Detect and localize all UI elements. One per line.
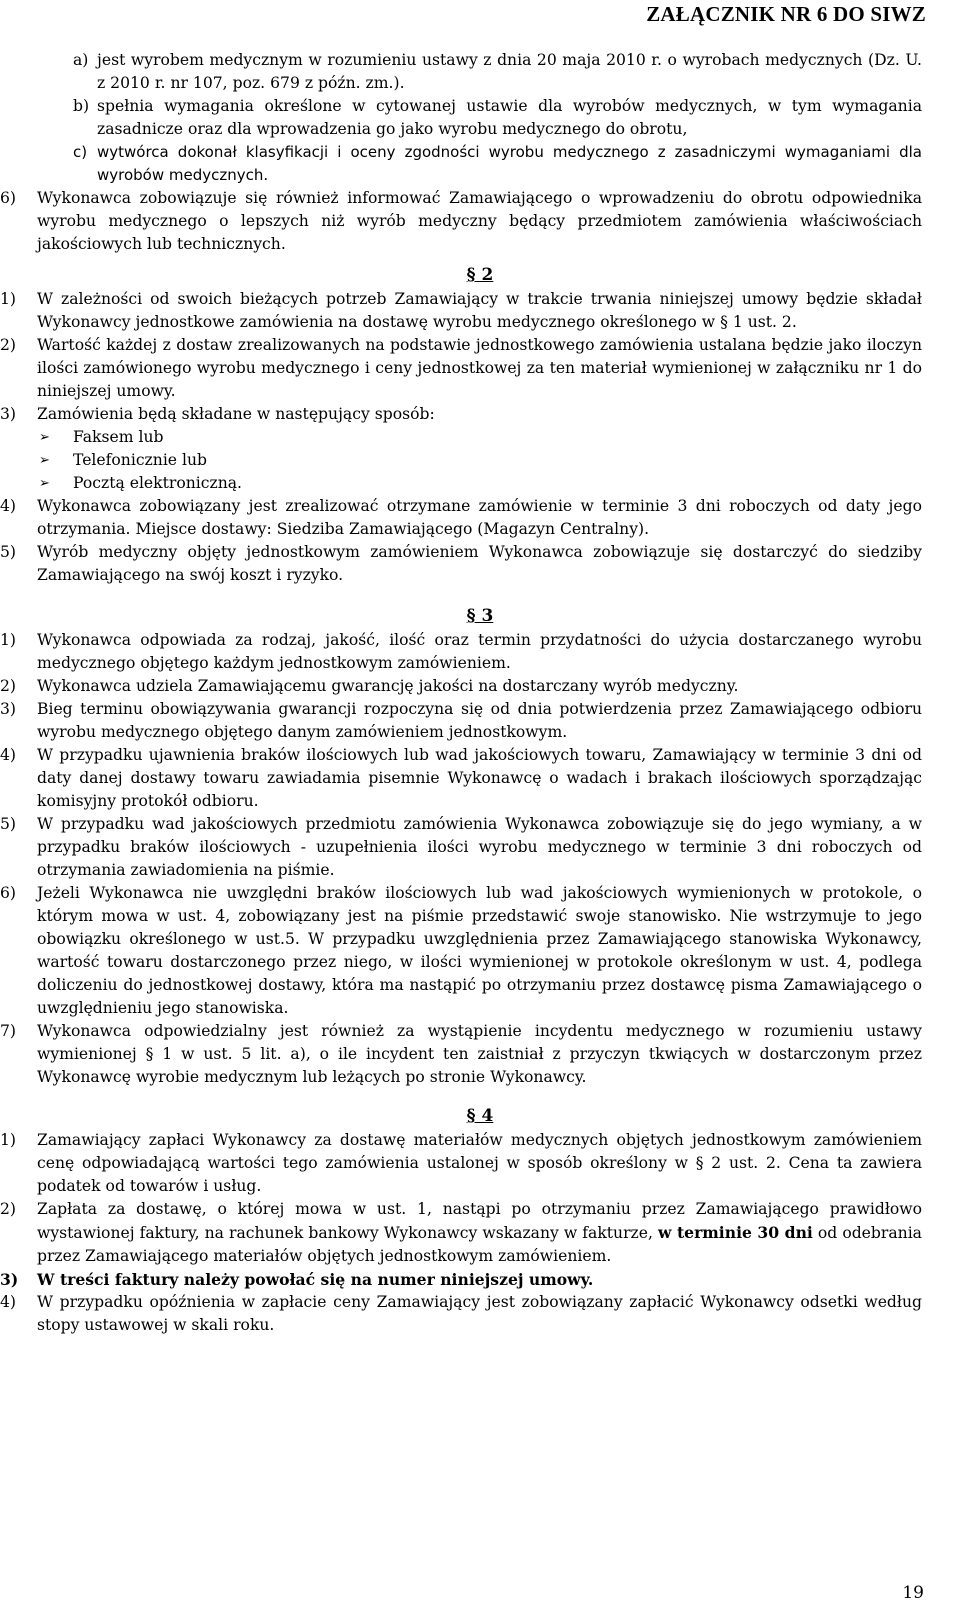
point-label: 4) — [0, 746, 17, 764]
s3-point-4 — [0, 744, 960, 813]
s4-point-4 — [0, 1291, 960, 1337]
point-label: 5) — [0, 815, 17, 833]
arrowhead-bullet-icon: ➢ — [39, 453, 50, 468]
section-heading-3: § 3 — [466, 606, 494, 626]
point-text: Zamówienia będą składane w następujący sposób: — [37, 405, 435, 423]
point-label: 4) — [0, 497, 17, 515]
bullet-text: Telefonicznie lub — [73, 451, 208, 469]
point-text: Bieg terminu obowiązywania gwarancji rozpoczyna się od dnia potwierdzenia przez Zamawiającego odbioru wyrobu medycznego objętego danym zamówieniem jednostkowym. — [37, 700, 922, 741]
order-method-item — [0, 472, 960, 495]
item-label: b) — [73, 97, 90, 115]
s2-point-1 — [0, 288, 960, 334]
section-heading-4: § 4 — [466, 1106, 494, 1126]
point-label: 1) — [0, 631, 17, 649]
point-text — [37, 1198, 922, 1268]
point-label: 1) — [0, 1131, 17, 1149]
s3-point-1 — [0, 629, 960, 675]
s4-point-2 — [0, 1198, 960, 1268]
order-method-item — [0, 426, 960, 449]
payment-text-cont: od odebrania przez Zamawiającego materiałów objętych jednostkowym zamówieniem. — [37, 1224, 922, 1265]
point-text: Wykonawca odpowiada za rodzaj, jakość, ilość oraz termin przydatności do użycia dostarczanego wyrobu medycznego objętego każdym jednostkowym zamówieniem. — [37, 631, 922, 672]
arrowhead-bullet-icon: ➢ — [39, 476, 50, 491]
item-label: c) — [73, 143, 88, 161]
item-text: jest wyrobem medycznym w rozumieniu ustawy z dnia 20 maja 2010 r. o wyrobach medycznych (Dz. U. z 2010 r. nr 107, poz. 679 z późn. zm.). — [97, 51, 922, 92]
point-text: Zamawiający zapłaci Wykonawcy za dostawę materiałów medycznych objętych jednostkowym zamówieniem cenę odpowiadającą wartości tego zamówienia ustalonej w sposób określony w § 2 ust. 2. Cena ta zawiera podatek od towarów i usług. — [37, 1131, 922, 1195]
contract-text — [0, 49, 960, 1337]
point-label: 2) — [0, 1200, 17, 1218]
payment-text: Zapłata za dostawę, o której mowa w ust. 1, nastąpi po otrzymaniu przez Zamawiającego prawidłowo wystawionej faktury, na rachunek bankowy Wykonawcy wskazany w fakturze, — [37, 1200, 922, 1242]
point-text: Wykonawca odpowiedzialny jest również za wystąpienie incydentu medycznego w rozumieniu ustawy wymienionej § 1 w ust. 5 lit. a), o ile incydent ten zaistniał z przyczyn tkwiących w dostarczonym przez Wykonawcę wyrobie medycznym lub leżących po stronie Wykonawcy. — [37, 1022, 922, 1086]
point-label: 6) — [0, 189, 17, 207]
section-heading-2: § 2 — [466, 265, 494, 285]
clause-item-c — [0, 141, 960, 187]
point-text: Wykonawca zobowiązany jest zrealizować otrzymane zamówienie w terminie 3 dni roboczych od daty jego otrzymania. Miejsce dostawy: Siedziba Zamawiającego (Magazyn Centralny). — [37, 497, 922, 538]
point-text: Wykonawca zobowiązuje się również informować Zamawiającego o wprowadzeniu do obrotu odpowiednika wyrobu medycznego o lepszych niż wyrób medyczny będący przedmiotem zamówienia właściwościach jakościowych lub technicznych. — [37, 189, 922, 253]
s2-point-2 — [0, 334, 960, 403]
point-label: 1) — [0, 290, 17, 308]
clause-item-b — [0, 95, 960, 141]
point-text: Wykonawca udziela Zamawiającemu gwarancję jakości na dostarczany wyrób medyczny. — [37, 677, 739, 695]
point-label: 2) — [0, 677, 17, 695]
point-label: 3) — [0, 1270, 19, 1289]
point-label: 3) — [0, 405, 17, 423]
attachment-header: ZAŁĄCZNIK NR 6 DO SIWZ — [646, 2, 926, 26]
payment-deadline: w terminie 30 dni — [658, 1223, 813, 1242]
s3-point-7 — [0, 1020, 960, 1089]
point-label: 4) — [0, 1293, 17, 1311]
s2-point-4 — [0, 495, 960, 541]
bullet-text: Pocztą elektroniczną. — [73, 474, 242, 492]
s2-point-3 — [0, 403, 960, 426]
item-label: a) — [73, 51, 89, 69]
s4-point-1 — [0, 1129, 960, 1198]
page-number: 19 — [902, 1583, 924, 1603]
point-text: W przypadku ujawnienia braków ilościowych lub wad jakościowych towaru, Zamawiający w terminie 3 dni od daty danej dostawy towaru zawiadamia pisemnie Wykonawcę o wadach i brakach ilościowych sporządzając komisyjny protokół odbioru. — [37, 746, 922, 810]
point-label: 2) — [0, 336, 17, 354]
bullet-text: Faksem lub — [73, 428, 164, 446]
point-text: W przypadku opóźnienia w zapłacie ceny Zamawiający jest zobowiązany zapłacić Wykonawcy odsetki według stopy ustawowej w skali roku. — [37, 1293, 922, 1334]
point-label: 6) — [0, 884, 17, 902]
item-text: wytwórca dokonał klasyfikacji i oceny zgodności wyrobu medycznego z zasadniczymi wymaganiami dla wyrobów medycznych. — [97, 143, 922, 184]
s3-point-2 — [0, 675, 960, 698]
point-label: 3) — [0, 700, 17, 718]
s4-point-3 — [0, 1268, 960, 1291]
point-label: 5) — [0, 543, 17, 561]
point-text: W treści faktury należy powołać się na numer niniejszej umowy. — [37, 1270, 594, 1289]
s3-point-3 — [0, 698, 960, 744]
arrowhead-bullet-icon: ➢ — [39, 430, 50, 445]
point-label: 7) — [0, 1022, 17, 1040]
item-text: spełnia wymagania określone w cytowanej ustawie dla wyrobów medycznych, w tym wymagania zasadnicze oraz dla wprowadzenia go jako wyrobu medycznego do obrotu, — [97, 97, 922, 138]
point-text: Jeżeli Wykonawca nie uwzględni braków ilościowych lub wad jakościowych wymienionych w protokole, o którym mowa w ust. 4, zobowiązany jest na piśmie przedstawić swoje stanowisko. Nie wstrzymuje to jego obowiązku określonego w ust.5. W przypadku uwzględnienia przez Zamawiającego stanowiska Wykonawcy, wartość towaru dostarczonego przez niego, w ilości wymienionej w protokole określonym w ust. 4, podlega doliczeniu do jednostkowej dostawy, która ma nastąpić po otrzymaniu przez dostawcę pisma Zamawiającego o uwzględnieniu jego stanowiska. — [37, 884, 922, 1017]
point-text: W zależności od swoich bieżących potrzeb Zamawiający w trakcie trwania niniejszej umowy będzie składał Wykonawcy jednostkowe zamówienia na dostawę wyrobu medycznego określonego w § 1 ust. 2. — [37, 290, 922, 331]
point-text: Wyrób medyczny objęty jednostkowym zamówieniem Wykonawca zobowiązuje się dostarczyć do siedziby Zamawiającego na swój koszt i ryzyko. — [37, 543, 922, 584]
s3-point-5 — [0, 813, 960, 882]
clause-point-6 — [0, 187, 960, 256]
point-text: Wartość każdej z dostaw zrealizowanych na podstawie jednostkowego zamówienia ustalana będzie jako iloczyn ilości zamówionego wyrobu medycznego i ceny jednostkowej za ten materiał wymienionej w załączniku nr 1 do niniejszej umowy. — [37, 336, 922, 400]
s2-point-5 — [0, 541, 960, 587]
clause-item-a — [0, 49, 960, 95]
point-text: W przypadku wad jakościowych przedmiotu zamówienia Wykonawca zobowiązuje się do jego wymiany, a w przypadku braków ilościowych - uzupełnienia ilości wyrobu medycznego w terminie 3 dni roboczych od otrzymania zawiadomienia na piśmie. — [37, 815, 922, 879]
order-method-item — [0, 449, 960, 472]
s3-point-6 — [0, 882, 960, 1020]
